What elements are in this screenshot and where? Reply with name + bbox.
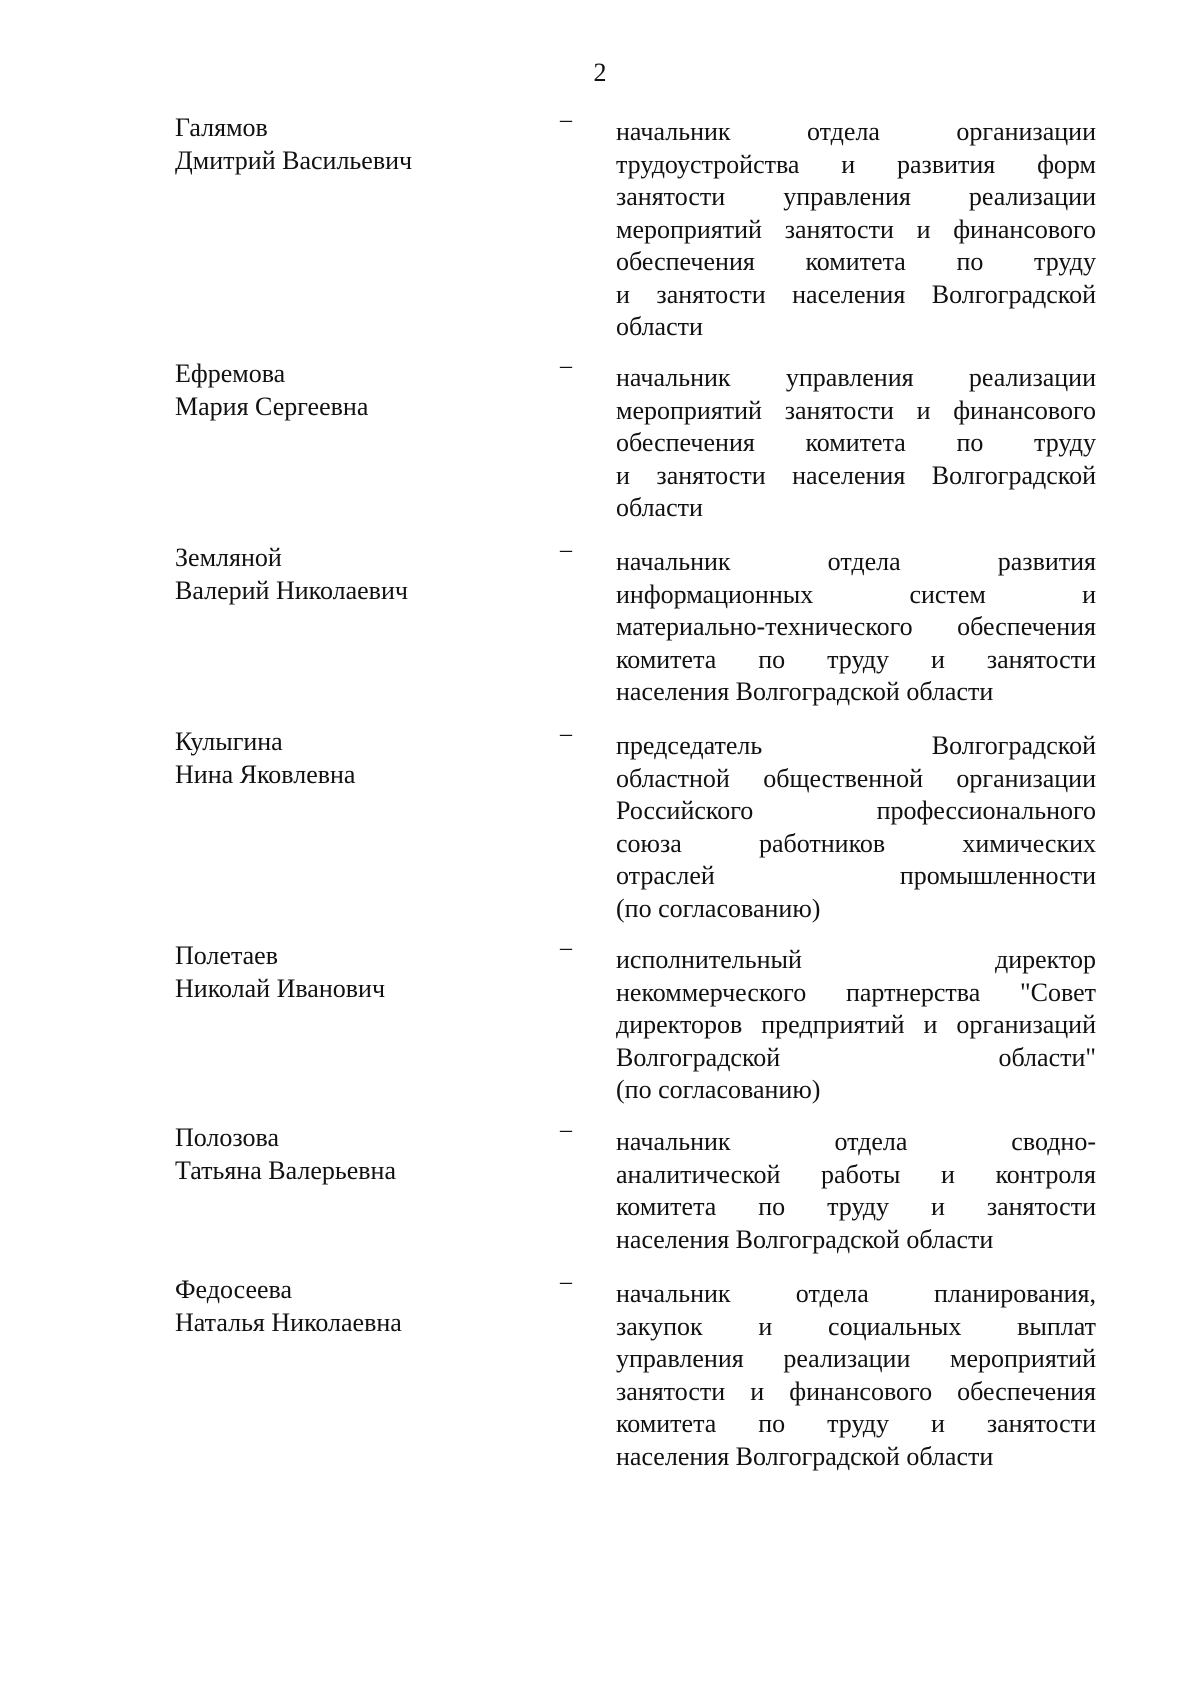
- position-line: председатель Волгоградской: [616, 731, 1096, 760]
- member-position: [616, 362, 1096, 525]
- member-position: [616, 1278, 1096, 1473]
- position-line: населения Волгоградской области: [616, 1224, 994, 1254]
- position-line: обеспечения комитета по труду: [616, 247, 1096, 276]
- member-surname: Земляной: [175, 543, 282, 572]
- position-line: директоров предприятий и организаций: [616, 1010, 1096, 1039]
- position-line: населения Волгоградской области: [616, 1441, 994, 1471]
- member-position: [616, 730, 1096, 925]
- member-given-names: Дмитрий Васильевич: [175, 145, 413, 175]
- separator-dash: –: [560, 721, 572, 747]
- position-line: и занятости населения Волгоградской: [616, 460, 1096, 490]
- position-line: (по согласованию): [616, 893, 821, 923]
- member-name: [175, 726, 555, 791]
- position-line: мероприятий занятости и финансового: [616, 214, 1096, 244]
- position-line: области: [616, 493, 703, 522]
- position-line: начальник управления реализации: [616, 363, 1096, 392]
- position-line: трудоустройства и развития форм: [616, 149, 1096, 179]
- member-name: [175, 112, 555, 177]
- position-line: Волгоградской области": [616, 1042, 1096, 1072]
- position-line: начальник отдела планирования,: [616, 1279, 1096, 1308]
- member-name: [175, 358, 555, 423]
- separator-dash: –: [560, 1117, 572, 1143]
- member-position: [616, 1126, 1096, 1256]
- position-line: комитета по труду и занятости: [616, 644, 1096, 674]
- member-given-names: Нина Яковлевна: [175, 759, 356, 789]
- position-line: области: [616, 312, 703, 341]
- position-line: Российского профессионального: [616, 796, 1096, 825]
- member-given-names: Мария Сергеевна: [175, 391, 369, 421]
- position-line: (по согласованию): [616, 1075, 821, 1104]
- position-line: исполнительный директор: [616, 945, 1096, 974]
- position-line: материально-технического обеспечения: [616, 612, 1096, 641]
- position-line: начальник отдела развития: [616, 547, 1096, 576]
- position-line: отраслей промышленности: [616, 861, 1096, 890]
- member-position: [616, 116, 1096, 344]
- member-surname: Полозова: [175, 1123, 279, 1152]
- member-name: [175, 1122, 555, 1187]
- page-number: 2: [593, 58, 607, 87]
- position-line: информационных систем и: [616, 579, 1096, 609]
- separator-dash: –: [560, 935, 572, 961]
- member-given-names: Наталья Николаевна: [175, 1307, 402, 1337]
- position-line: начальник отдела сводно-: [616, 1127, 1096, 1156]
- separator-dash: –: [560, 353, 572, 379]
- position-line: аналитической работы и контроля: [616, 1159, 1096, 1189]
- member-surname: Ефремова: [175, 359, 286, 388]
- member-surname: Федосеева: [175, 1275, 293, 1304]
- position-line: комитета по труду и занятости: [616, 1192, 1096, 1221]
- member-given-names: Татьяна Валерьевна: [175, 1155, 396, 1185]
- member-name: [175, 542, 555, 607]
- position-line: некоммерческого партнерства "Совет: [616, 977, 1096, 1007]
- member-surname: Галямов: [175, 113, 268, 142]
- position-line: мероприятий занятости и финансового: [616, 395, 1096, 425]
- member-surname: Кулыгина: [175, 727, 283, 756]
- position-line: комитета по труду и занятости: [616, 1409, 1096, 1438]
- position-line: начальник отдела организации: [616, 117, 1096, 146]
- position-line: населения Волгоградской области: [616, 677, 994, 706]
- member-given-names: Николай Иванович: [175, 973, 386, 1003]
- position-line: и занятости населения Волгоградской: [616, 279, 1096, 309]
- member-position: [616, 546, 1096, 709]
- position-line: занятости и финансового обеспечения: [616, 1376, 1096, 1406]
- position-line: управления реализации мероприятий: [616, 1344, 1096, 1373]
- member-surname: Полетаев: [175, 941, 278, 970]
- position-line: областной общественной организации: [616, 763, 1096, 793]
- member-position: [616, 944, 1096, 1107]
- position-line: занятости управления реализации: [616, 182, 1096, 211]
- position-line: союза работников химических: [616, 828, 1096, 858]
- separator-dash: –: [560, 107, 572, 133]
- separator-dash: –: [560, 537, 572, 563]
- separator-dash: –: [560, 1269, 572, 1295]
- member-name: [175, 940, 555, 1005]
- position-line: закупок и социальных выплат: [616, 1311, 1096, 1341]
- member-given-names: Валерий Николаевич: [175, 575, 408, 605]
- position-line: обеспечения комитета по труду: [616, 428, 1096, 457]
- member-name: [175, 1274, 555, 1339]
